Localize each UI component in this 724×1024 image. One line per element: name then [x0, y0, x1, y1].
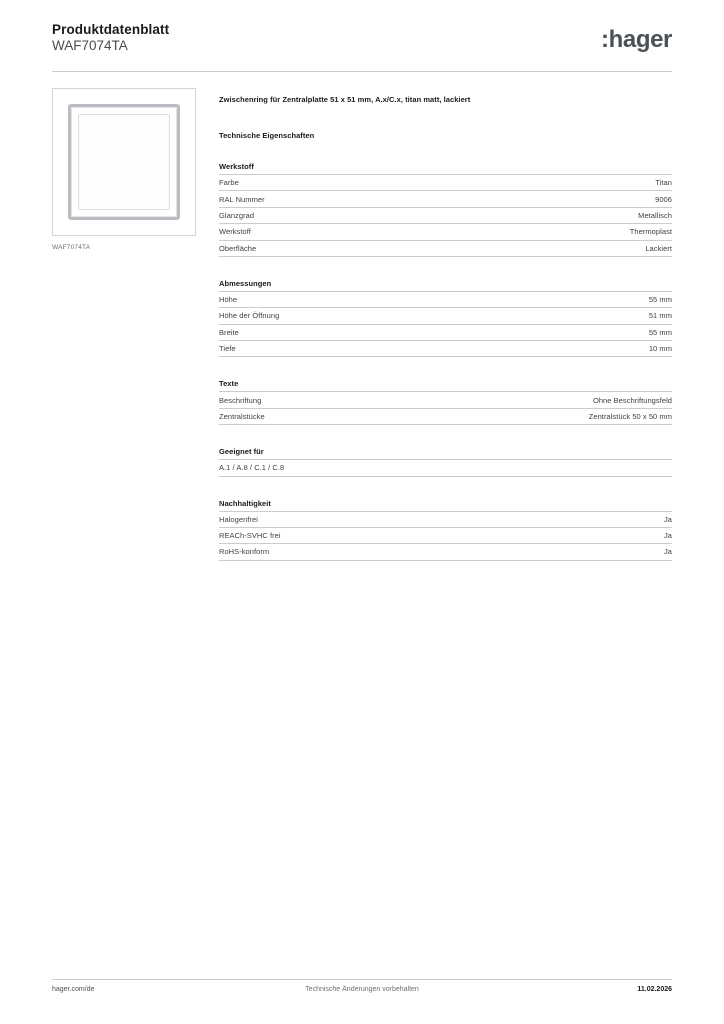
table-row [219, 191, 672, 207]
spec-value: Zentralstück 50 x 50 mm [588, 411, 672, 421]
spec-table [219, 511, 672, 561]
table-row [219, 511, 672, 527]
spec-value: 10 mm [648, 344, 672, 354]
table-row [219, 392, 672, 408]
spec-label: Tiefe [219, 344, 236, 354]
figure-caption: WAF7074TA [52, 244, 91, 251]
spec-label: Zentralstücke [219, 411, 265, 421]
spec-group-title: Werkstoff [219, 162, 254, 171]
spec-value: Ja [663, 547, 672, 557]
spec-table [219, 391, 672, 425]
hager-logo [601, 26, 672, 54]
page-header [52, 22, 672, 70]
product-image [52, 88, 196, 236]
spec-table [219, 459, 672, 476]
spec-label: REACh-SVHC frei [219, 531, 281, 541]
table-row [219, 175, 672, 191]
header-divider [52, 71, 672, 72]
table-row [219, 224, 672, 240]
spec-value: 55 mm [648, 295, 672, 305]
logo-wordmark: hager [608, 26, 672, 53]
footer-date: 11.02.2026 [637, 986, 672, 993]
table-row [219, 240, 672, 256]
spec-label: Werkstoff [219, 227, 251, 237]
spec-label: RoHS-konform [219, 547, 270, 557]
spec-group-title: Geeignet für [219, 447, 264, 457]
product-reference: WAF7074TA [52, 38, 128, 53]
spec-table [219, 174, 672, 257]
spec-value: Lackiert [645, 243, 672, 253]
spec-group-title: Texte [219, 379, 239, 389]
table-row [219, 207, 672, 223]
spec-value: Metallisch [638, 210, 672, 220]
section-heading-technical-properties: Technische Eigenschaften [219, 131, 315, 140]
table-row [219, 408, 672, 424]
spec-label: Höhe [219, 295, 238, 305]
footer-website-link[interactable]: hager.com/de [52, 986, 95, 993]
spec-value: Ja [663, 514, 672, 524]
spec-value: Thermoplast [629, 227, 672, 237]
spec-group-texte [219, 379, 672, 425]
spec-value: Titan [655, 178, 672, 188]
spec-label: RAL Nummer [219, 194, 265, 204]
spec-label: Glanzgrad [219, 210, 255, 220]
spec-group-werkstoff [219, 162, 672, 257]
table-row [219, 341, 672, 357]
table-row [219, 527, 672, 543]
logo-colon-mark: : [601, 26, 609, 53]
ring-inner-opening [78, 114, 170, 210]
spec-label: Höhe der Öffnung [219, 311, 280, 321]
spec-label: Breite [219, 327, 239, 337]
spec-value: Ja [663, 531, 672, 541]
spec-group-title: Abmessungen [219, 278, 272, 288]
spec-label: A.1 / A.8 / C.1 / C.8 [219, 463, 285, 473]
table-row [219, 308, 672, 324]
spec-group-title: Nachhaltigkeit [219, 498, 271, 508]
spec-value: 55 mm [648, 327, 672, 337]
product-description: Zwischenring für Zentralplatte 51 x 51 mm, A.x/C.x, titan matt, lackiert [219, 95, 471, 104]
spec-value: Ohne Beschriftungsfeld [592, 395, 672, 405]
spec-label: Halogenfrei [219, 514, 258, 524]
table-row [219, 460, 672, 476]
footer-disclaimer: Technische Änderungen vorbehalten [305, 986, 419, 993]
footer-divider [52, 979, 672, 980]
table-row [219, 291, 672, 307]
spec-label: Oberfläche [219, 243, 257, 253]
page-footer [52, 986, 672, 1000]
spec-value: 51 mm [648, 311, 672, 321]
spec-label: Beschriftung [219, 395, 262, 405]
specification-content [219, 94, 672, 561]
spec-group-geeignet-fuer [219, 447, 672, 476]
spec-value: 9006 [655, 194, 672, 204]
spec-label: Farbe [219, 178, 239, 188]
table-row [219, 544, 672, 560]
page-title: Produktdatenblatt [52, 22, 170, 37]
ring-outer-shape [68, 104, 180, 220]
product-figure [52, 88, 196, 251]
table-row [219, 324, 672, 340]
spec-table [219, 291, 672, 358]
spec-group-nachhaltigkeit [219, 499, 672, 561]
spec-group-abmessungen [219, 279, 672, 358]
